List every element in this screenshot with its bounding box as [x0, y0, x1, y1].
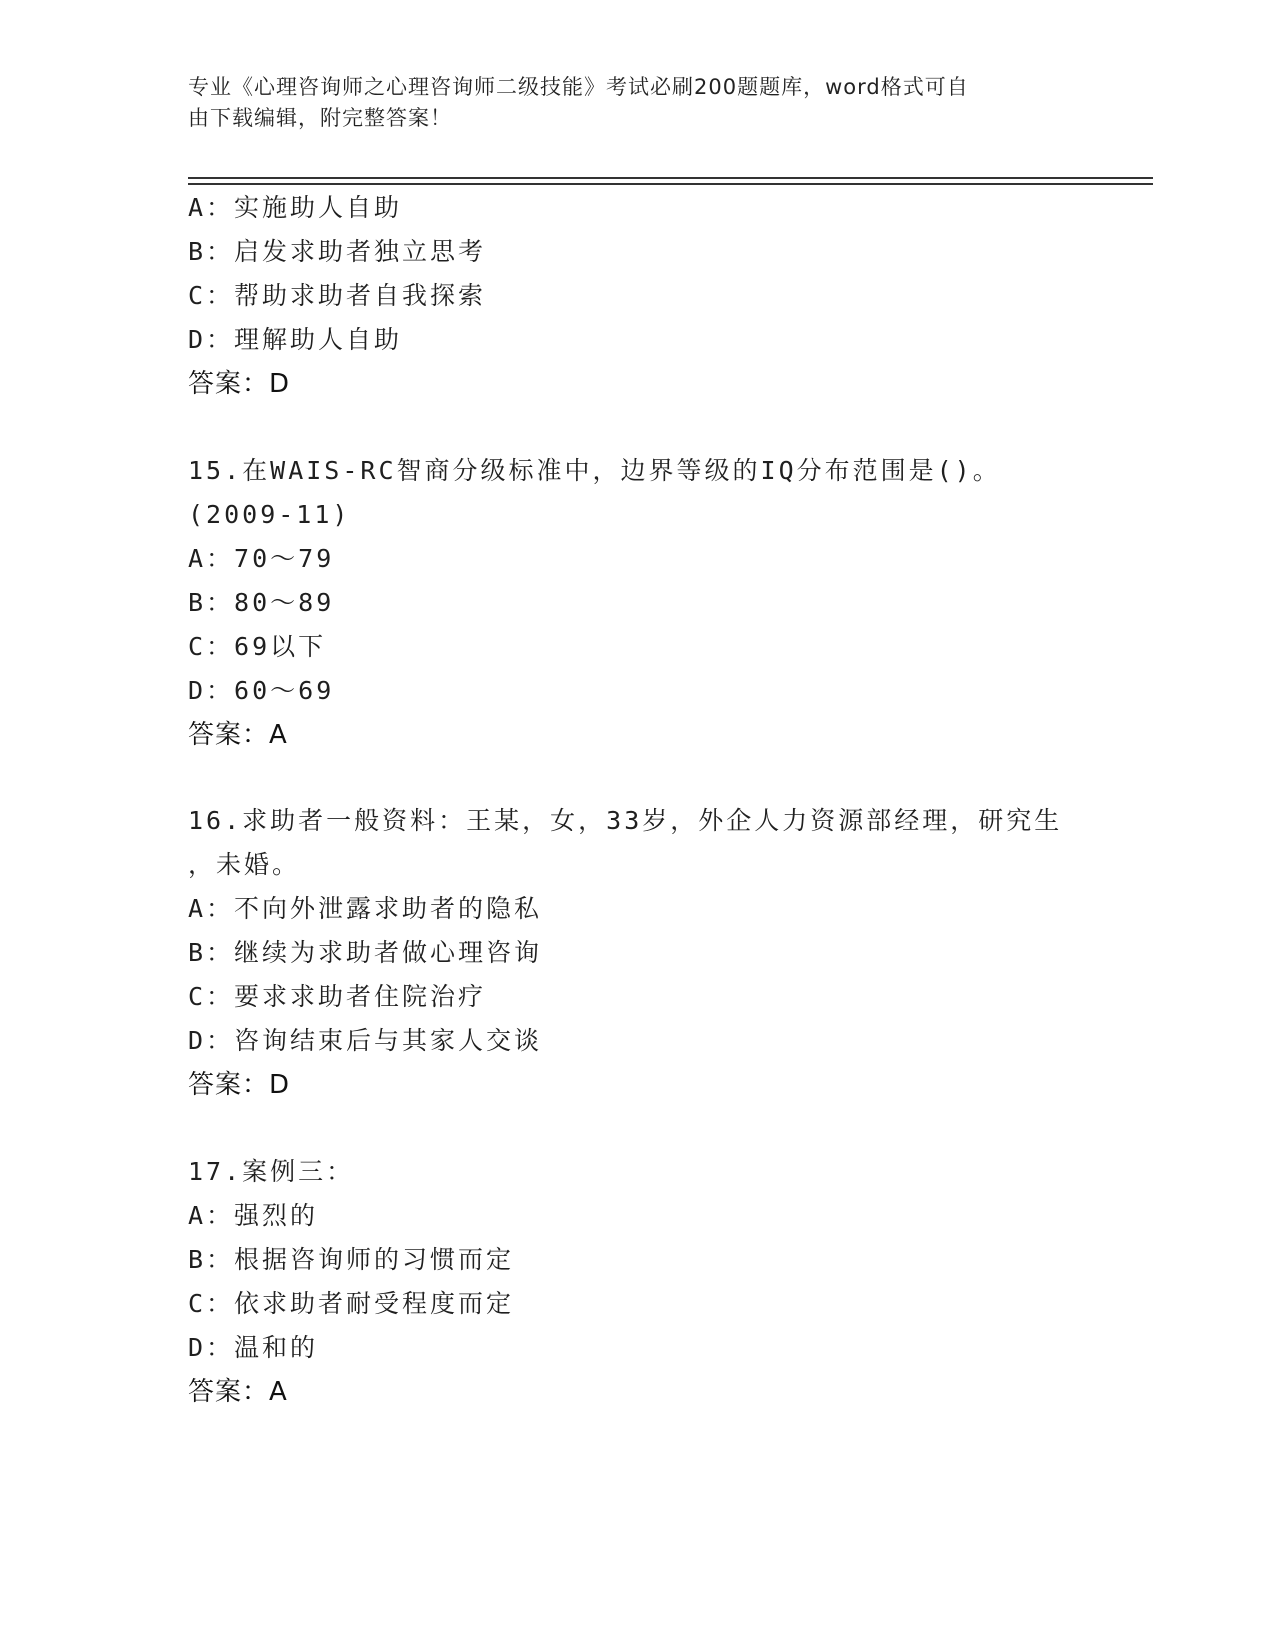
header-line-2: 由下载编辑，附完整答案！ [188, 106, 452, 130]
q15-option-c: C：69以下 [188, 632, 327, 661]
q15-answer: 答案：A [188, 720, 288, 750]
header-divider-bottom [188, 183, 1153, 185]
q17-option-d: D：温和的 [188, 1333, 319, 1362]
q15-stem-cont: (2009-11) [188, 500, 351, 529]
q15-option-a: A：70～79 [188, 544, 335, 573]
header-divider-top [188, 177, 1153, 179]
q14-option-d: D：理解助人自助 [188, 325, 403, 354]
q16-option-b: B：继续为求助者做心理咨询 [188, 938, 543, 967]
header-line-1: 专业《心理咨询师之心理咨询师二级技能》考试必刷200题题库，word格式可自 [188, 75, 969, 99]
q16-answer: 答案：D [188, 1070, 291, 1100]
document-header [188, 72, 1068, 134]
q17-stem: 17.案例三： [188, 1157, 355, 1186]
q17-option-b: B：根据咨询师的习惯而定 [188, 1245, 515, 1274]
q15-option-d: D：60～69 [188, 676, 335, 705]
q15-stem: 15.在WAIS-RC智商分级标准中，边界等级的IQ分布范围是()。 [188, 456, 1001, 485]
q17-answer: 答案：A [188, 1377, 288, 1407]
q16-option-c: C：要求求助者住院治疗 [188, 982, 487, 1011]
q16-stem: 16.求助者一般资料：王某，女，33岁，外企人力资源部经理，研究生 [188, 806, 1063, 835]
q17-option-a: A：强烈的 [188, 1201, 319, 1230]
q16-option-d: D：咨询结束后与其家人交谈 [188, 1026, 543, 1055]
q14-answer: 答案：D [188, 369, 291, 399]
q16-option-a: A：不向外泄露求助者的隐私 [188, 894, 543, 923]
q15-option-b: B：80～89 [188, 588, 335, 617]
q17-option-c: C：依求助者耐受程度而定 [188, 1289, 515, 1318]
q16-stem-cont: ，未婚。 [188, 850, 301, 879]
q14-option-a: A：实施助人自助 [188, 193, 403, 222]
q14-option-c: C：帮助求助者自我探索 [188, 281, 487, 310]
q14-option-b: B：启发求助者独立思考 [188, 237, 487, 266]
